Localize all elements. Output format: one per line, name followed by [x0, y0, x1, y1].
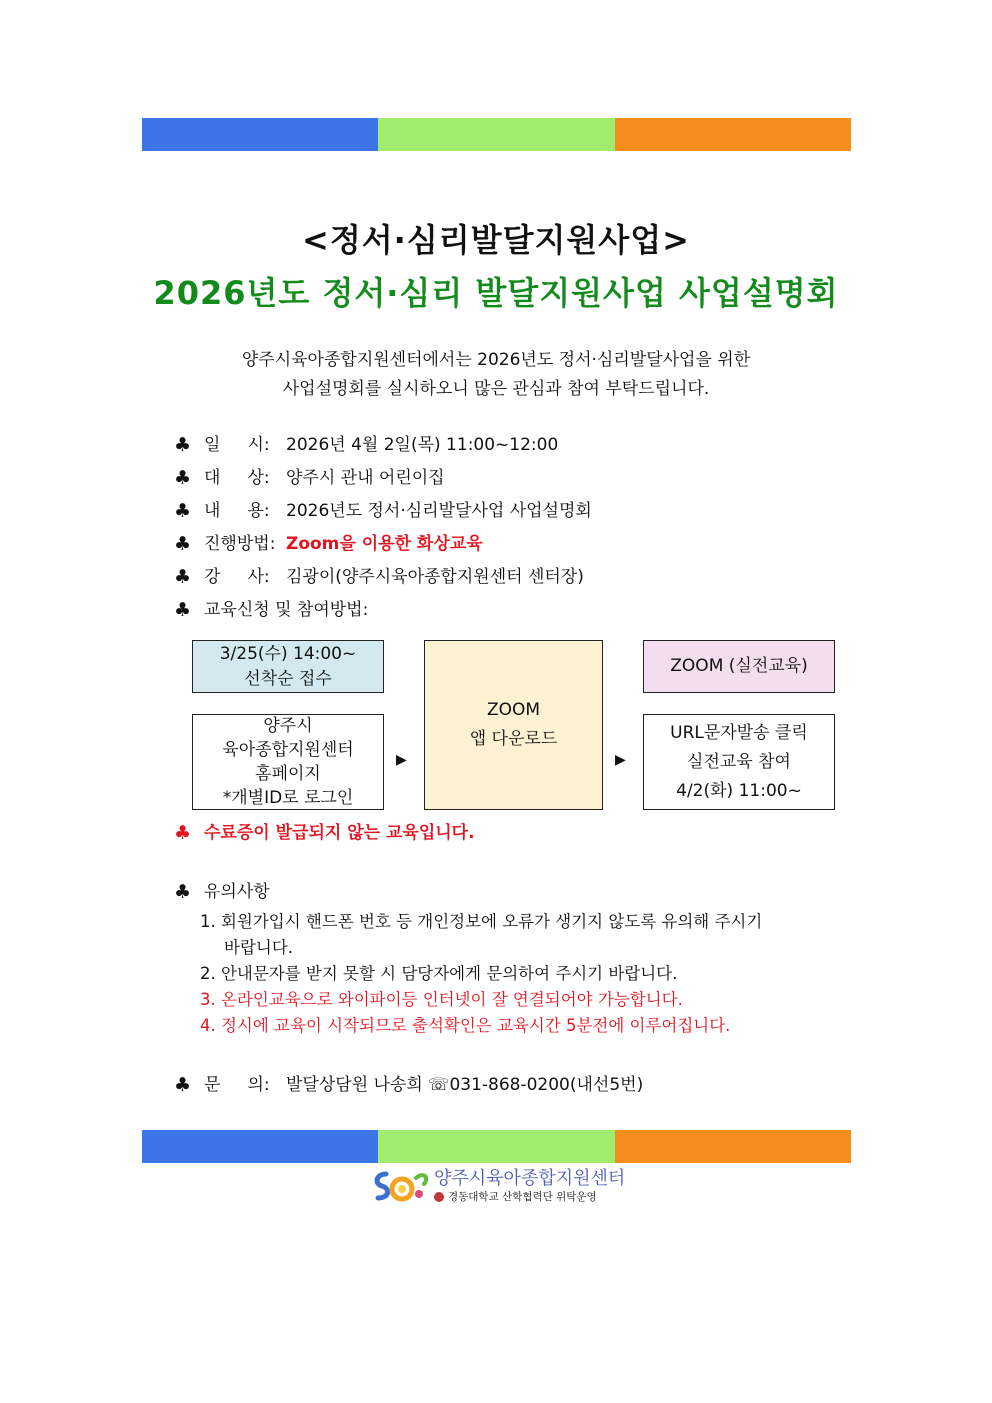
- note-item-1: [200, 909, 762, 961]
- note-text: 1. 회원가입시 핸드폰 번호 등 개인정보에 오류가 생기지 않도록 유의해 주시기: [200, 912, 763, 931]
- club-icon: ♣: [174, 1074, 192, 1096]
- detail-method: [174, 532, 483, 556]
- flow-home-line: *개별ID로 로그인: [222, 788, 354, 808]
- contact-row: [174, 1073, 643, 1097]
- org-sub-text: 경동대학교 산학협력단 위탁운영: [448, 1191, 597, 1203]
- bar-green: [378, 1130, 614, 1163]
- club-icon: ♣: [174, 822, 192, 844]
- detail-date: [174, 433, 558, 457]
- bar-blue: [142, 1130, 378, 1163]
- intro-line-2: 사업설명회를 실시하오니 많은 관심과 참여 부탁드립니다.: [282, 379, 710, 399]
- bar-orange: [615, 1130, 851, 1163]
- flow-arrow-icon: ▶: [615, 752, 626, 768]
- detail-target: [174, 466, 445, 490]
- club-icon: ♣: [174, 500, 192, 522]
- contact-value: 발달상담원 나송희 ☏031-868-0200(내선5번): [286, 1075, 644, 1095]
- detail-label: 내 용:: [204, 501, 270, 521]
- flow-zoom-box: [424, 640, 603, 810]
- center-logo-icon: [372, 1168, 432, 1204]
- detail-label: 강 사:: [204, 567, 270, 587]
- club-icon: ♣: [174, 599, 192, 621]
- note-item-3: 3. 온라인교육으로 와이파이등 인터넷이 잘 연결되어야 가능합니다.: [200, 990, 683, 1009]
- notes-heading-text: 유의사항: [204, 882, 270, 902]
- detail-label: 일 시:: [204, 435, 270, 455]
- flow-url-line: 실전교육 참여: [687, 751, 791, 772]
- notes-heading: [174, 880, 270, 904]
- flow-date-line: 선착순 접수: [244, 668, 332, 689]
- org-name: 양주시육아종합지원센터: [434, 1168, 626, 1189]
- club-icon: ♣: [174, 467, 192, 489]
- detail-label: 진행방법:: [204, 534, 276, 554]
- detail-instructor: [174, 565, 584, 589]
- detail-value: 김광이(양주시육아종합지원센터 센터장): [286, 567, 584, 587]
- intro-text: [0, 346, 992, 404]
- footer-logo: [372, 1168, 625, 1204]
- detail-value: 2026년 4월 2일(목) 11:00~12:00: [286, 435, 559, 455]
- bar-orange: [615, 118, 851, 151]
- detail-application: [174, 598, 368, 622]
- org-sub: [434, 1190, 625, 1204]
- note-item-4: 4. 정시에 교육이 시작되므로 출석확인은 교육시간 5분전에 이루어집니다.: [200, 1016, 731, 1035]
- flow-url-box: [643, 714, 835, 810]
- note-text-cont: 바랍니다.: [224, 938, 294, 957]
- flow-arrow-icon: ▶: [396, 752, 407, 768]
- flow-homepage-box: [192, 714, 384, 810]
- detail-content: [174, 499, 592, 523]
- certificate-warning: [174, 821, 475, 845]
- detail-value: 2026년도 정서·심리발달사업 사업설명회: [286, 501, 592, 521]
- detail-value: 양주시 관내 어린이집: [286, 468, 445, 488]
- flow-home-line: 양주시: [263, 716, 313, 736]
- bottom-color-bar: [142, 1130, 851, 1163]
- flow-home-line: 홈페이지: [255, 764, 321, 784]
- flow-url-line: URL문자발송 클릭: [670, 722, 808, 743]
- contact-label: 문 의:: [204, 1075, 270, 1095]
- flow-live-box: [643, 640, 835, 693]
- detail-label: 대 상:: [204, 468, 270, 488]
- flow-zoom-line: 앱 다운로드: [469, 729, 558, 749]
- flow-zoom-line: ZOOM: [486, 700, 541, 720]
- detail-label: 교육신청 및 참여방법:: [204, 600, 369, 620]
- page-title: <정서·심리발달지원사업>: [302, 221, 690, 259]
- top-color-bar: [142, 118, 851, 151]
- university-emblem-icon: [434, 1192, 444, 1202]
- club-icon: ♣: [174, 533, 192, 555]
- flow-date-line: 3/25(수) 14:00~: [219, 643, 357, 664]
- note-item-2: 2. 안내문자를 받지 못할 시 담당자에게 문의하여 주시기 바랍니다.: [200, 964, 678, 983]
- detail-value: Zoom을 이용한 화상교육: [286, 534, 483, 554]
- club-icon: ♣: [174, 881, 192, 903]
- page-subtitle: 2026년도 정서·심리 발달지원사업 사업설명회: [153, 274, 839, 312]
- bar-blue: [142, 118, 378, 151]
- club-icon: ♣: [174, 566, 192, 588]
- club-icon: ♣: [174, 434, 192, 456]
- flow-date-box: [192, 640, 384, 693]
- flow-live-line: ZOOM (실전교육): [670, 656, 808, 676]
- flow-home-line: 육아종합지원센터: [222, 740, 354, 760]
- flow-url-line: 4/2(화) 11:00~: [676, 780, 802, 801]
- bar-green: [378, 118, 614, 151]
- intro-line-1: 양주시육아종합지원센터에서는 2026년도 정서·심리발달사업을 위한: [241, 350, 751, 370]
- warning-text: 수료증이 발급되지 않는 교육입니다.: [204, 823, 475, 843]
